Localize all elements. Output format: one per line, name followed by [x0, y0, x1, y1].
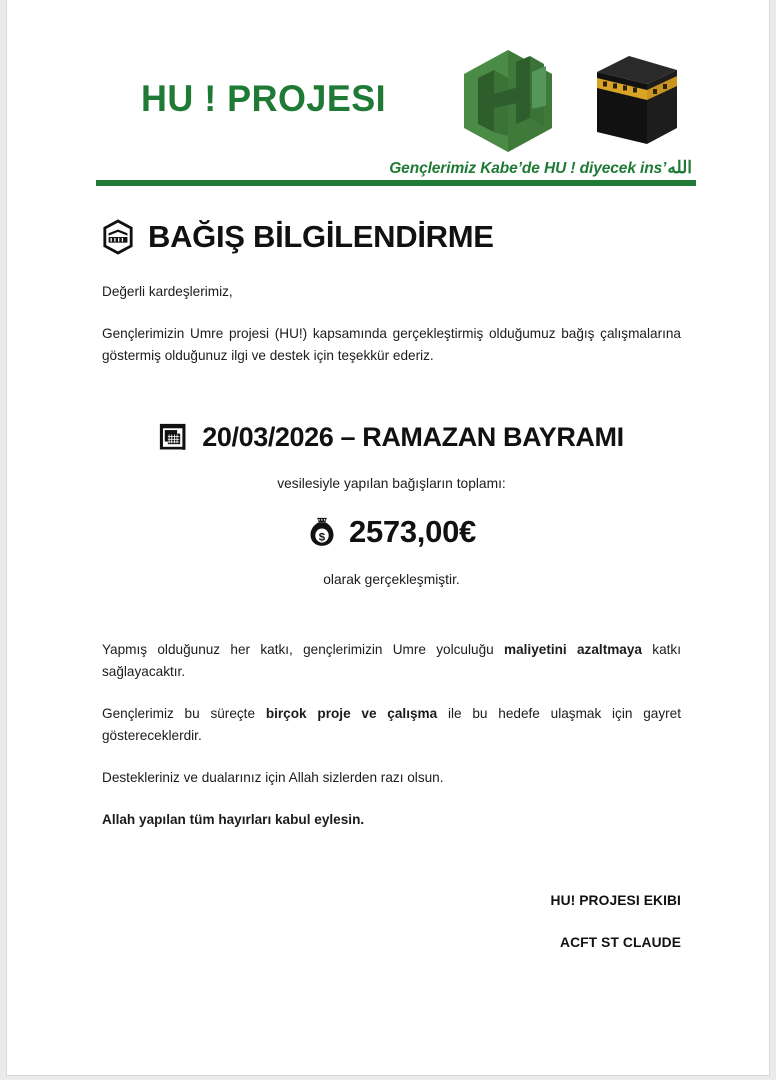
signature-line-2: ACFT ST CLAUDE: [560, 935, 681, 951]
hu-hexagon-logo-icon: [460, 48, 556, 154]
closing-p4-bold: Allah yapılan tüm hayırları kabul eylesin.: [102, 812, 365, 828]
svg-text:$: $: [318, 531, 326, 544]
page-header: [7, 0, 769, 195]
event-date-row: [102, 422, 681, 453]
tagline-arabic-allah: الله: [667, 158, 692, 177]
document-body: [7, 219, 769, 950]
page-title: [102, 219, 681, 255]
kaaba-icon: [577, 48, 689, 154]
donation-amount-value: 2573,00€: [349, 514, 476, 550]
signature-block: [102, 893, 681, 950]
header-divider: [96, 180, 696, 186]
signature-line-1: HU! PROJESI EKIBI: [550, 893, 681, 909]
closing-paragraph-4: [102, 809, 681, 831]
greeting-text: Değerli kardeşlerimiz,: [102, 284, 233, 299]
event-date-label: 20/03/2026 – RAMAZAN BAYRAMI: [202, 422, 624, 453]
donation-caption-before: vesilesiyle yapılan bağışların toplamı:: [277, 476, 506, 492]
page-title-label: BAĞIŞ BİLGİLENDİRME: [148, 219, 494, 254]
brand-title: HU ! PROJESI: [141, 78, 387, 119]
donation-caption-after: olarak gerçekleşmiştir.: [323, 572, 460, 588]
document-page: [6, 0, 770, 1076]
closing-p1-part2: katkı sağlayacaktır.: [102, 642, 682, 680]
intro-paragraph: Gençlerimizin Umre projesi (HU!) kapsamında gerçekleştirmiş olduğumuz bağış çalışmalarına göstermiş olduğunuz ilgi ve destek için teşekkür ederiz.: [102, 326, 681, 364]
closing-p2-part1: Gençlerimiz bu süreçte: [102, 706, 266, 722]
header-tagline: [389, 158, 692, 178]
closing-section: [102, 639, 681, 831]
money-bag-icon: [307, 515, 337, 549]
closing-paragraph-2: [102, 703, 681, 747]
tagline-text: Gençlerimiz Kabe’de HU ! diyecek ins’: [389, 160, 667, 177]
closing-p1-part1: Yapmış olduğunuz her katkı, gençlerimizin Umre yolculuğu: [102, 642, 504, 658]
donation-highlight-block: [102, 422, 681, 587]
closing-p2-bold: birçok proje ve çalışma: [265, 706, 438, 722]
closing-paragraph-3: Destekleriniz ve dualarınız için Allah sizlerden razı olsun.: [102, 770, 444, 786]
closing-p2-part2: ile bu hedefe ulaşmak için gayret göstereceklerdir.: [102, 706, 681, 744]
kaaba-hexagon-icon: [102, 219, 134, 255]
closing-paragraph-1: [102, 639, 681, 683]
donation-amount-row: [102, 514, 681, 550]
closing-p1-bold: maliyetini azaltmaya: [504, 642, 642, 658]
calendar-icon: [159, 423, 189, 453]
